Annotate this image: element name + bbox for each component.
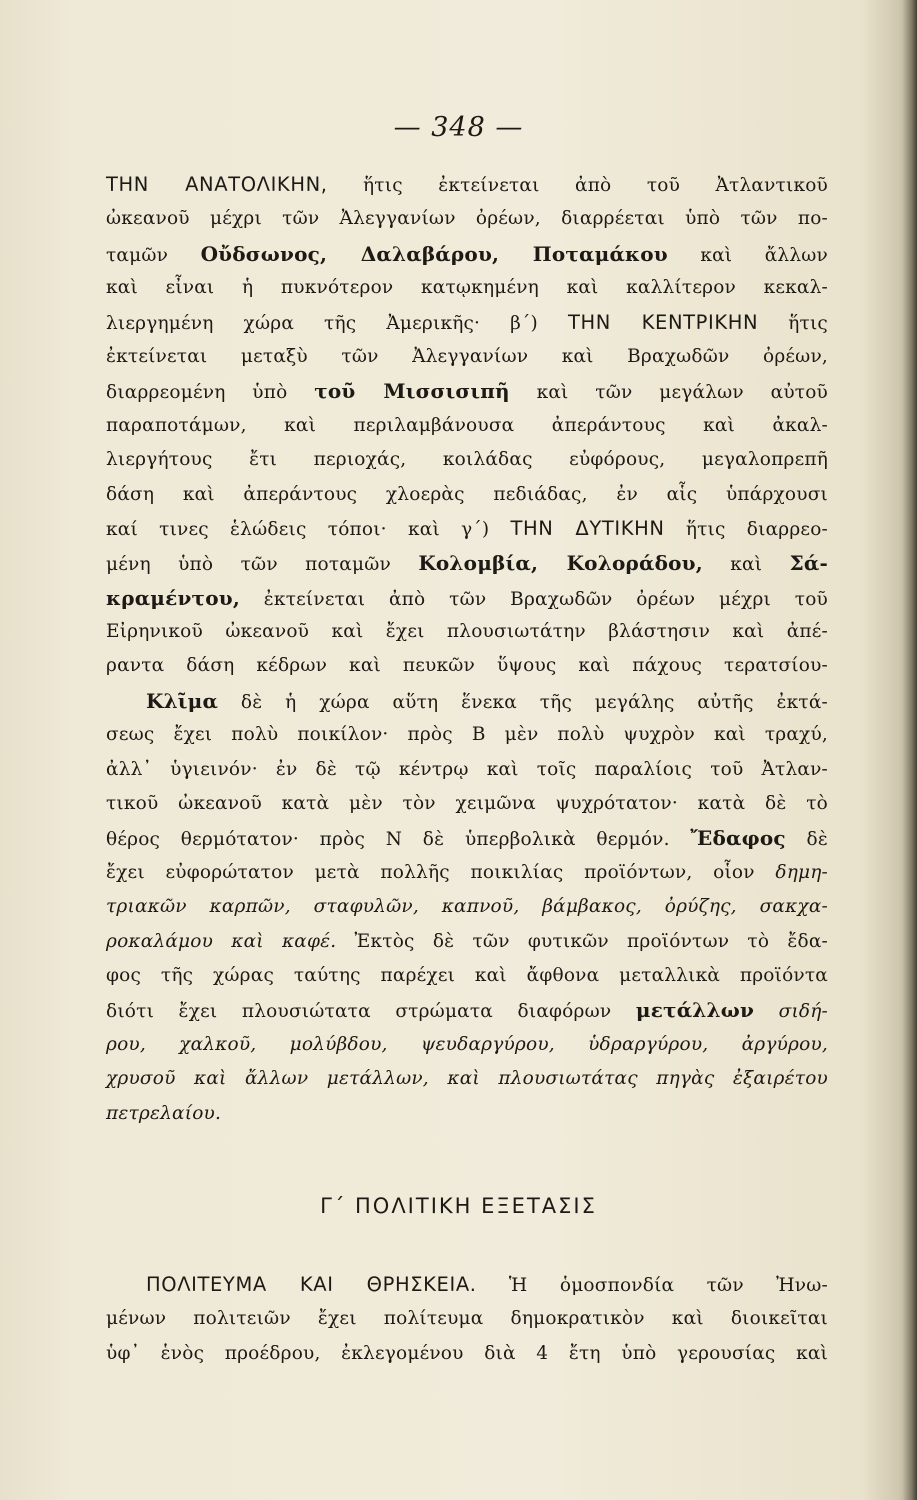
text-line: φος τῆς χώρας ταύτης παρέχει καὶ ἄφθονα μεταλλικὰ προϊόντα — [106, 964, 828, 986]
region-heading-west: ΤΗΝ ΔΥΤΙΚΗΝ — [510, 516, 665, 540]
term-soil: Ἔδαφος — [690, 826, 786, 851]
body-text-section-2 — [106, 1268, 828, 1371]
term-metals: μετάλλων — [635, 998, 755, 1023]
text-line: σεως ἔχει πολὺ ποικίλον· πρὸς Β μὲν πολὺ ψυχρὸν καὶ τραχύ, — [106, 724, 828, 746]
text-line: ἐκτείνεται μεταξὺ τῶν Ἀλεγγανίων καὶ Βραχωδῶν ὀρέων, — [106, 345, 828, 367]
text-line: καὶ εἶναι ἡ πυκνότερον κατῳκημένη καὶ καλλίτερον κεκαλ- — [106, 277, 828, 299]
text-line: διότι ἔχει πλουσιώτατα στρώματα διαφόρων μετάλλων σιδή- — [106, 998, 828, 1023]
text-line: διαρρεομένη ὑπὸ τοῦ Μισσισιπῆ καὶ τῶν μεγάλων αὐτοῦ — [106, 379, 828, 404]
page-number: — 348 — — [393, 112, 524, 143]
river-mississippi: τοῦ Μισσισιπῆ — [314, 379, 510, 404]
text-line: τικοῦ ὠκεανοῦ κατὰ μὲν τὸν χειμῶνα ψυχρότατον· κατὰ δὲ τὸ — [106, 793, 828, 815]
text-line: λιεργημένη χώρα τῆς Ἀμερικῆς· β΄) ΤΗΝ ΚΕΝΤΡΙΚΗΝ ἥτις — [106, 310, 828, 334]
text-line: Εἰρηνικοῦ ὠκεανοῦ καὶ ἔχει πλουσιωτάτην βλάστησιν καὶ ἀπέ- — [106, 621, 828, 643]
page-edge-shadow — [903, 0, 917, 1500]
text-line: ἀλλ᾽ ὑγιεινόν· ἐν δὲ τῷ κέντρῳ καὶ τοῖς παραλίοις τοῦ Ἀτλαν- — [106, 758, 828, 780]
text-line: ΤΗΝ ΑΝΑΤΟΛΙΚΗΝ, ἥτις ἐκτείνεται ἀπὸ τοῦ Ἀτλαντικοῦ — [106, 173, 828, 196]
region-heading-central: ΤΗΝ ΚΕΝΤΡΙΚΗΝ — [567, 310, 759, 334]
text-line: μένη ὑπὸ τῶν ποταμῶν Κολομβία, Κολοράδου, καὶ Σά- — [106, 551, 828, 576]
text-line: ἔχει εὐφορώτατον μετὰ πολλῆς ποικιλίας προϊόντων, οἷον δημη- — [106, 861, 828, 883]
text-line: ὑφ᾽ ἑνὸς προέδρου, ἐκλεγομένου διὰ 4 ἔτη ὑπὸ γερουσίας καὶ — [106, 1342, 828, 1364]
text-line: θέρος θερμότατον· πρὸς Ν δὲ ὑπερβολικὰ θερμόν. Ἔδαφος δὲ — [106, 826, 828, 851]
river-names: Οὔδσωνος, Δαλαβάρου, Ποταμάκου — [200, 241, 668, 266]
text-line: ΠΟΛΙΤΕΥΜΑ ΚΑΙ ΘΡΗΣΚΕΙΑ. Ἡ ὁμοσπονδία τῶν Ἠνω- — [146, 1273, 828, 1296]
text-line: ὠκεανοῦ μέχρι τῶν Ἀλεγγανίων ὀρέων, διαρρέεται ὑπὸ τῶν πο- — [106, 208, 828, 230]
region-heading-east: ΤΗΝ ΑΝΑΤΟΛΙΚΗΝ, — [106, 173, 328, 196]
text-line: χρυσοῦ καὶ ἄλλων μετάλλων, καὶ πλουσιωτάτας πηγὰς ἐξαιρέτου — [106, 1068, 828, 1090]
subsection-heading: ΠΟΛΙΤΕΥΜΑ ΚΑΙ ΘΡΗΣΚΕΙΑ. — [146, 1273, 477, 1296]
body-text — [106, 168, 828, 1131]
river-names-west: Κολομβία, Κολοράδου, — [418, 551, 703, 576]
text-line: ροκαλάμου καὶ καφέ. Ἐκτὸς δὲ τῶν φυτικῶν προϊόντων τὸ ἔδα- — [106, 930, 828, 952]
text-line: δάση καὶ ἀπεράντους χλοερὰς πεδιάδας, ἐν αἷς ὑπάρχουσι — [106, 483, 828, 505]
text-line: Κλῖμα δὲ ἡ χώρα αὕτη ἕνεκα τῆς μεγάλης αὐτῆς ἐκτά- — [146, 688, 828, 713]
text-line: ρου, χαλκοῦ, μολύβδου, ψευδαργύρου, ὑδραργύρου, ἀργύρου, — [106, 1033, 828, 1055]
text-line: μένων πολιτειῶν ἔχει πολίτευμα δημοκρατικὸν καὶ διοικεῖται — [106, 1308, 828, 1330]
text-line: ταμῶν Οὔδσωνος, Δαλαβάρου, Ποταμάκου καὶ ἄλλων — [106, 241, 828, 266]
text-line: κραμέντου, ἐκτείνεται ἀπὸ τῶν Βραχωδῶν ὀρέων μέχρι τοῦ — [106, 585, 828, 610]
text-line: παραποτάμων, καὶ περιλαμβάνουσα ἀπεράντους καὶ ἀκαλ- — [106, 414, 828, 436]
term-climate: Κλῖμα — [146, 688, 219, 713]
text-line: λιεργήτους ἔτι περιοχάς, κοιλάδας εὐφόρους, μεγαλοπρεπῆ — [106, 449, 828, 471]
text-line: τριακῶν καρπῶν, σταφυλῶν, καπνοῦ, βάμβακος, ὀρύζης, σακχα- — [106, 896, 828, 918]
river-sacramento: κραμέντου, — [106, 585, 240, 610]
section-heading: Γ΄ ΠΟΛΙΤΙΚΗ ΕΞΕΤΑΣΙΣ — [320, 1194, 597, 1218]
text-line: πετρελαίου. — [106, 1102, 222, 1124]
text-line: ραντα δάση κέδρων καὶ πευκῶν ὕψους καὶ πάχους τερατσίου- — [106, 655, 828, 677]
text-line: καί τινες ἑλώδεις τόποι· καὶ γ΄) ΤΗΝ ΔΥΤΙΚΗΝ ἥτις διαρρεο- — [106, 516, 829, 540]
